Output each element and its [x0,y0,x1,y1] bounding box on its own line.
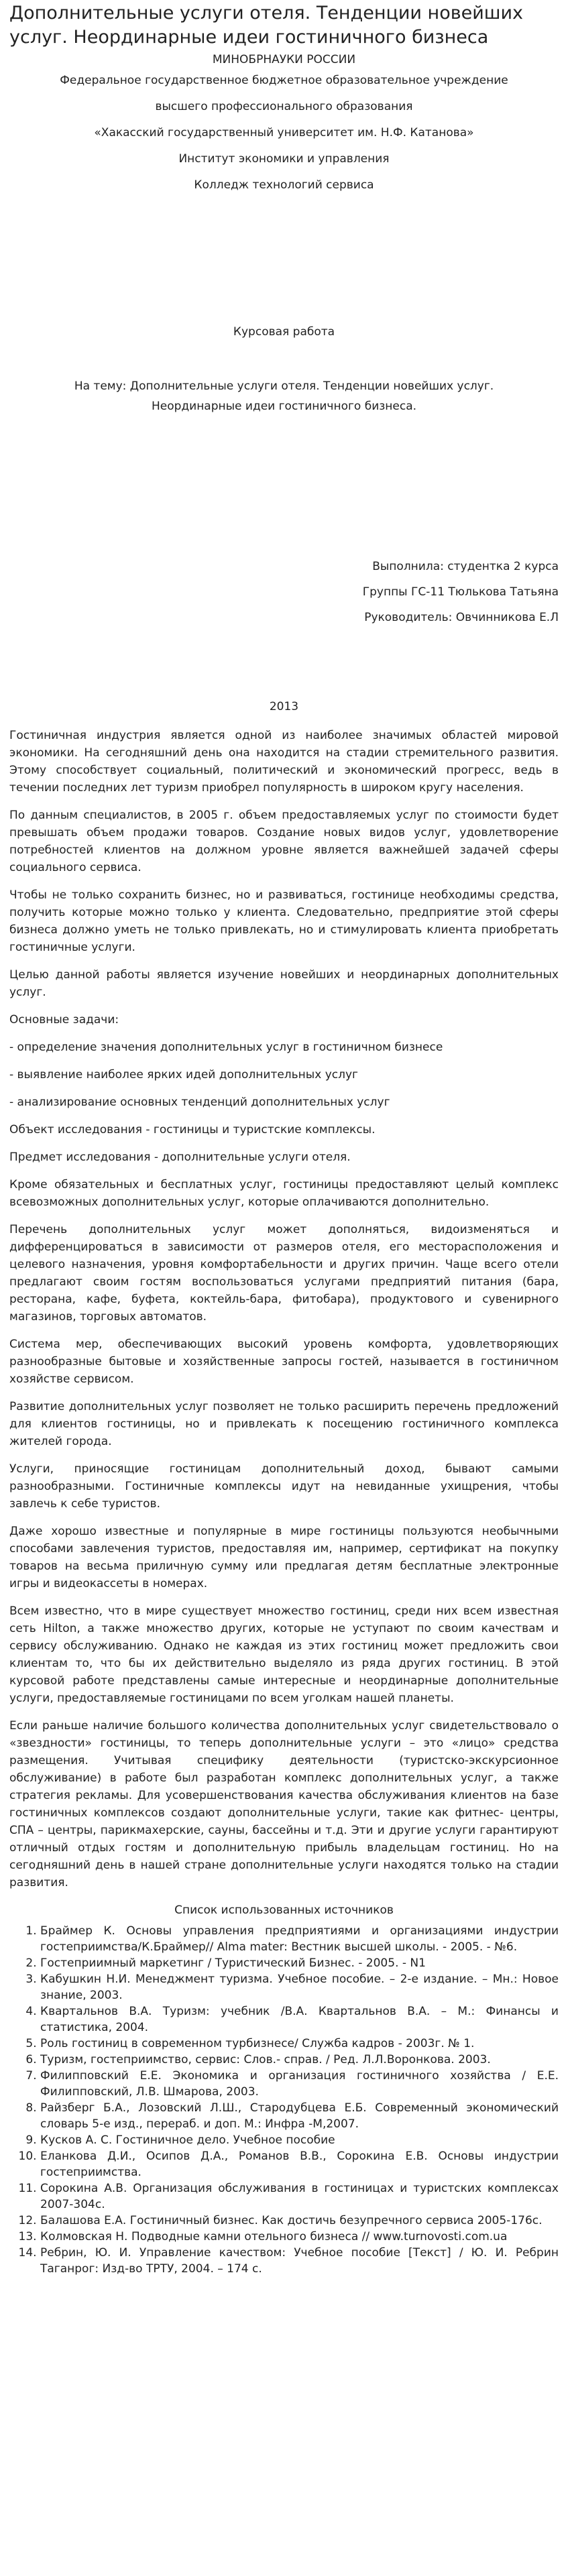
title-page-header [9,52,559,192]
task-item: - выявление наиболее ярких идей дополнительных услуг [9,1068,358,1081]
bibliography-item: 14. Ребрин, Ю. И. Управление качеством: Учебное пособие [Текст] / Ю. И. Ребрин Таганрог: Изд-во ТРТУ, 2004. – 174 с. [40,2245,559,2277]
paragraph: Гостиничная индустрия является одной из наиболее значимых областей мировой экономики. На сегодняшний день она находится на стадии стремительного развития. Этому способствует социальный, политический и экономический прогресс, ведь в течении последних лет туризм приобрел популярность в широком кругу населения. [9,729,559,795]
task-item: - определение значения дополнительных услуг в гостиничном бизнесе [9,1041,443,1054]
bibliography-item: 7. Филипповский Е.Е. Экономика и организация гостиничного хозяйства / Е.Е. Филипповский, Л.В. Шмарова, 2003. [40,2068,559,2100]
university-line: «Хакасский государственный университет им. Н.Ф. Катанова» [94,126,474,139]
topic-line: Неординарные идеи гостиничного бизнеса. [151,400,417,413]
institute-line: Институт экономики и управления [178,152,390,166]
paragraph: Целью данной работы является изучение новейших и неординарных дополнительных услуг. [9,968,559,999]
bibliography-item: 10. Еланкова Д.И., Осипов Д.А., Романов В.В., Сорокина Е.В. Основы индустрии гостеприимства. [40,2148,559,2180]
bibliography-item: 12. Балашова Е.А. Гостиничный бизнес. Как достичь безупречного сервиса 2005-176с. [40,2213,559,2229]
bibliography-item: 9. Кусков А. С. Гостиничное дело. Учебное пособие [40,2132,559,2148]
bibliography-heading: Список использованных источников [174,1904,394,1917]
task-item: - анализирование основных тенденций дополнительных услуг [9,1096,390,1109]
paragraph: Перечень дополнительных услуг может дополняться, видоизменяться и дифференцироваться в зависимости от размеров отеля, его месторасположения и целевого назначения, уровня комфортабельности и других причин. Чаще всего отели предлагают своим гостям воспользоваться услугами предприятий питания (бара, ресторана, кафе, буфета, коктейль-бара, фитобара), продуктового и сувенирного магазинов, торговых автоматов. [9,1223,559,1324]
tasks-heading: Основные задачи: [9,1013,119,1027]
bibliography-item: 11. Сорокина А.В. Организация обслуживания в гостиницах и туристских комплексах 2007-304с. [40,2180,559,2213]
college-line: Колледж технологий сервиса [194,178,374,192]
group-line: Группы ГС-11 Тюлькова Татьяна [362,585,559,599]
supervisor-line: Руководитель: Овчинникова Е.Л [364,611,559,624]
institution-type-line: Федеральное государственное бюджетное образовательное учреждение [60,74,508,87]
paragraph: Услуги, приносящие гостиницам дополнительный доход, бывают самыми разнообразными. Гостиничные комплексы идут на невиданные ухищрения, чтобы завлечь к себе туристов. [9,1462,559,1511]
bibliography-item: 2. Гостеприимный маркетинг / Туристический Бизнес. - 2005. - N1 [40,1955,559,1971]
bibliography-item: 8. Райзберг Б.А., Лозовский Л.Ш., Стародубцева Е.Б. Современный экономический словарь 5-е изд., перераб. и доп. М.: Инфра -М,2007. [40,2100,559,2132]
author-line: Выполнила: студентка 2 курса [372,560,559,573]
year-label: 2013 [269,700,299,713]
document-page [0,1,568,2284]
research-object: Объект исследования - гостиницы и туристские комплексы. [9,1123,376,1136]
paragraph: Чтобы не только сохранить бизнес, но и развиваться, гостинице необходимы средства, получить которые можно только у клиента. Следовательно, предприятие этой сферы бизнеса должно уметь не только привлекать, но и стимулировать клиента приобретать гостиничные услуги. [9,888,559,954]
paragraph: Система мер, обеспечивающих высокий уровень комфорта, удовлетворяющих разнообразные бытовые и хозяйственные запросы гостей, называется в гостиничном хозяйстве сервисом. [9,1338,559,1386]
ministry-line: МИНОБРНАУКИ РОССИИ [212,53,356,66]
page-title: Дополнительные услуги отеля. Тенденции новейших услуг. Неординарные идеи гостиничного бизнеса [9,3,524,48]
education-level-line: высшего профессионального образования [155,100,413,113]
bibliography-item: 4. Квартальнов В.А. Туризм: учебник /В.А. Квартальнов В.А. – М.: Финансы и статистика, 2004. [40,2003,559,2036]
paragraph: Если раньше наличие большого количества дополнительных услуг свидетельствовало о «звездности» гостиницы, то теперь дополнительные услуги – это «лицо» средства размещения. Учитывая специфику деятельности (туристско-экскурсионное обслуживание) в работе был разработан комплекс дополнительных услуг, а также стратегия рекламы. Для усовершенствования качества обслуживания клиентов на базе гостиничных комплексов создают дополнительные услуги, такие как фитнес- центры, СПА – центры, парикмахерские, сауны, бассейны и т.д. Эти и другие услуги гарантируют отличный отдых гостям и дополнительную прибыль владельцам гостиниц. Но на сегодняшний день в нашей стране дополнительные услуги находятся только на стадии развития. [9,1719,559,1889]
bibliography-list [9,1923,559,2277]
signature-block [9,559,559,625]
bibliography-item: 1. Браймер К. Основы управления предприятиями и организациями индустрии гостеприимства/К.Браймер// Alma mater: Вестник высшей школы. - 2005. - №6. [40,1923,559,1955]
bibliography-item: 6. Туризм, гостеприимство, сервис: Слов.- справ. / Ред. Л.Л.Воронкова. 2003. [40,2052,559,2068]
topic-block [9,376,559,416]
topic-line: На тему: Дополнительные услуги отеля. Тенденции новейших услуг. [74,379,494,393]
bibliography-item: 3. Кабушкин Н.И. Менеджмент туризма. Учебное пособие. – 2-е издание. – Мн.: Новое знание, 2003. [40,1971,559,2003]
paragraph: Кроме обязательных и бесплатных услуг, гостиницы предоставляют целый комплекс всевозможных дополнительных услуг, которые оплачиваются дополнительно. [9,1178,559,1209]
paragraph: Даже хорошо известные и популярные в мире гостиницы пользуются необычными способами завлечения туристов, предоставляя им, например, сертификат на покупку товаров на весьма приличную сумму или предлагая детям бесплатные электронные игры и видеокассеты в номерах. [9,1525,559,1590]
bibliography-item: 13. Колмовская Н. Подводные камни отельного бизнеса // www.turnovosti.com.ua [40,2229,559,2245]
paragraph: Развитие дополнительных услуг позволяет не только расширить перечень предложений для клиентов гостиницы, но и привлекать к посещению гостиничного комплекса жителей города. [9,1400,559,1448]
research-subject: Предмет исследования - дополнительные услуги отеля. [9,1151,351,1164]
bibliography-item: 5. Роль гостиниц в современном турбизнесе/ Служба кадров - 2003г. № 1. [40,2036,559,2052]
course-work-heading: Курсовая работа [233,325,335,339]
paragraph: По данным специалистов, в 2005 г. объем предоставляемых услуг по стоимости будет превышать объем продажи товаров. Создание новых видов услуг, удовлетворение потребностей клиентов на должном уровне является важнейшей задачей сферы социального сервиса. [9,809,559,874]
body-text [9,727,559,1891]
paragraph: Всем известно, что в мире существует множество гостиниц, среди них всем известная сеть Hilton, а также множество других, которые не уступают по своим качествам и сервису обслуживанию. Однако не каждая из этих гостиниц может предложить свои клиентам то, что бы их действительно выделяло из ряда других гостиниц. В этой курсовой работе представлены самые интересные и неординарные дополнительные услуги, предоставляемые гостиницами по всем уголкам нашей планеты. [9,1604,559,1705]
